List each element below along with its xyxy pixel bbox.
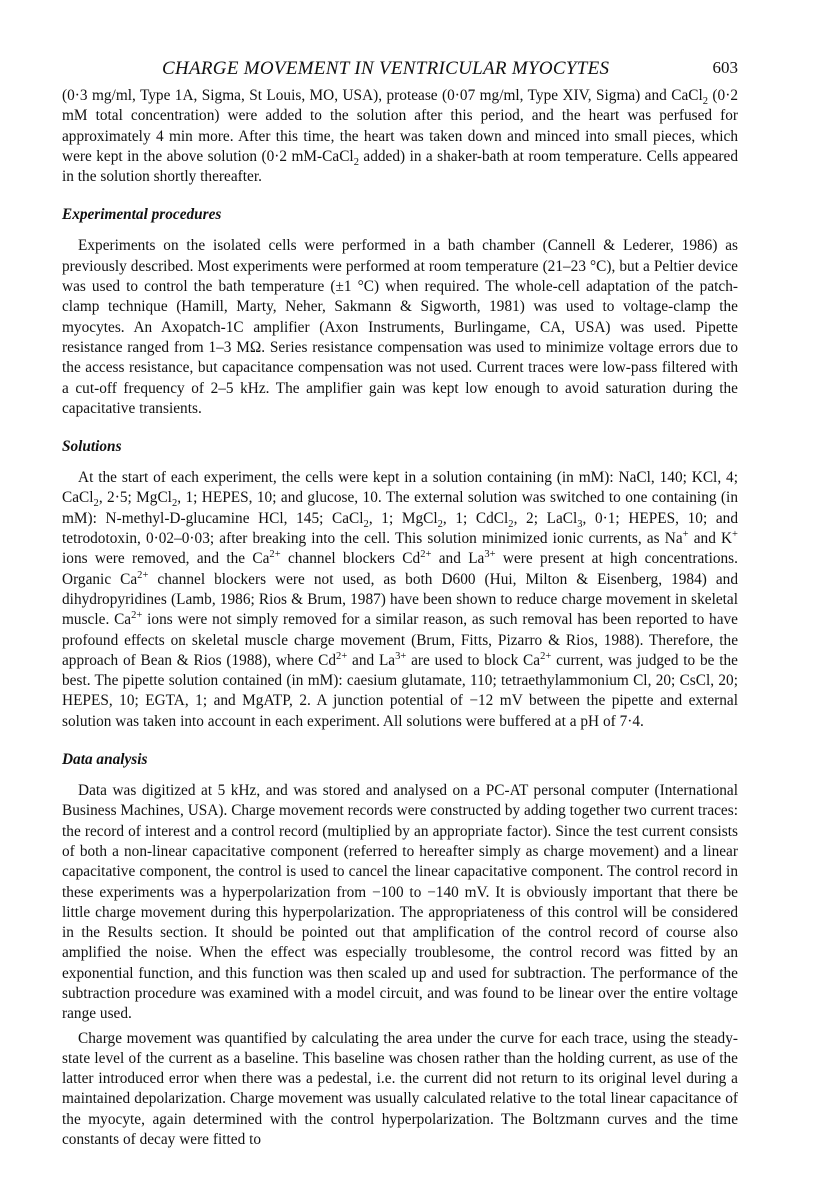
text-run: , 2; LaCl	[513, 509, 578, 527]
text-run: current, was judged to be the best. The pipette solution contained (in mM): caesium glutamate, 110; tetraethylammonium Cl, 20; CsCl, 20; HEPES, 10; EGTA, 1; and MgATP, 2. A junction potential of −12 mV between the pipette and external solution was taken into account in each experiment. All solutions were buffered at a pH of 7·4.	[62, 651, 738, 730]
subscript: 3	[577, 518, 583, 530]
superscript: 2+	[137, 569, 149, 581]
text-run: channel blockers were not used, as both D600 (Hui, Milton & Eisenberg, 1984) and dihydropyridines (Lamb, 1986; Rios & Brum, 1987) have been shown to reduce charge movement in skeletal muscle. Ca	[62, 570, 738, 629]
data-analysis-paragraph-2: Charge movement was quantified by calculating the area under the curve for each trace, using the steady-state level of the current as a baseline. This baseline was chosen rather than the holding current, as use of the latter introduced error when there was a pedestal, i.e. the current did not return to its original level during a maintained depolarization. Charge movement was usually calculated relative to the total linear capacitance of the myocyte, again determined with the control hyperpolarization. The Boltzmann curves and the time constants of decay were fitted to	[62, 1029, 738, 1149]
section-heading-solutions: Solutions	[62, 438, 122, 456]
subscript: 2	[171, 498, 178, 510]
text-run: ions were removed, and the Ca	[62, 550, 270, 568]
intro-paragraph	[62, 86, 738, 187]
intro-text-a: (0·3 mg/ml, Type 1A, Sigma, St Louis, MO, USA), protease (0·07 mg/ml, Type XIV, Sigma) and CaCl	[62, 87, 703, 104]
page-number: 603	[712, 58, 738, 77]
text-run: , 0·1; HEPES, 10; and tetrodotoxin, 0·02–0·03; after breaking into the cell. This solution minimized ionic currents, as Na	[62, 509, 738, 548]
text-run: ions were not simply removed for a similar reason, as such removal has been reported to have profound effects on skeletal muscle charge movement (Brum, Fitts, Pizarro & Rios, 1988). Therefore, the approach of Bean & Rios (1988), where Cd	[62, 611, 738, 669]
subscript: 2	[353, 156, 359, 168]
text-run: , 1; CdCl	[442, 509, 509, 527]
superscript: 2+	[336, 650, 348, 662]
intro-text-b: (0·2 mM total concentration) were added to the solution after this period, and the heart was perfused for approximately 4 min more. After this time, the heart was taken down and minced into small pieces, which were kept in the above solution (0·2 mM-CaCl	[62, 87, 738, 165]
intro-text-c: added) in a shaker-bath at room temperature. Cells appeared in the solution shortly thereafter.	[62, 147, 739, 186]
experimental-procedures-paragraph: Experiments on the isolated cells were performed in a bath chamber (Cannell & Lederer, 1986) as previously described. Most experiments were performed at room temperature (21–23 °C), but a Peltier device was used to control the bath temperature (±1 °C) when required. The whole-cell adaptation of the patch-clamp technique (Hamill, Marty, Neher, Sakmann & Sigworth, 1981) was used to voltage-clamp the myocytes. An Axopatch-1C amplifier (Axon Instruments, Burlingame, CA, USA) was used. Pipette resistance ranged from 1–3 MΩ. Series resistance compensation was used to minimize voltage errors due to the access resistance, but capacitance compensation was not used. Current traces were low-pass filtered with a cut-off frequency of 2–5 kHz. The amplifier gain was kept low enough to avoid saturation during the capacitative transients.	[62, 237, 738, 417]
section-heading-experimental-procedures: Experimental procedures	[62, 206, 222, 224]
superscript: 2+	[420, 549, 432, 561]
text-run: are used to block Ca	[406, 651, 541, 669]
text-run: , 1; HEPES, 10; and glucose, 10. The external solution was switched to one containing (in mM): N-methyl-D-glucamine HCl, 145; CaCl	[62, 489, 738, 527]
running-header	[62, 58, 738, 86]
superscript: +	[732, 528, 738, 540]
text-run: , 2·5; MgCl	[98, 489, 172, 507]
subscript: 2	[363, 518, 369, 530]
section-heading-data-analysis: Data analysis	[62, 751, 148, 769]
running-title: CHARGE MOVEMENT IN VENTRICULAR MYOCYTES	[162, 58, 610, 79]
superscript: 3+	[395, 650, 407, 662]
subscript: 2	[93, 498, 99, 510]
superscript: 2+	[269, 549, 281, 561]
subscript: 2	[437, 518, 443, 530]
subscript: 2	[702, 96, 709, 108]
journal-page	[62, 58, 738, 1150]
text-run: At the start of each experiment, the cells were kept in a solution containing (in mM): NaCl, 140; KCl, 4; CaCl	[62, 469, 738, 507]
text-run: , 1; MgCl	[368, 509, 438, 527]
text-run: and La	[431, 550, 485, 568]
text-run: channel blockers Cd	[280, 550, 421, 568]
superscript: 3+	[484, 549, 496, 561]
data-analysis-paragraph-1: Data was digitized at 5 kHz, and was stored and analysed on a PC-AT personal computer (International Business Machines, USA). Charge movement records were constructed by adding together two current traces: the record of interest and a control record (multiplied by an appropriate factor). Since the test current consists of both a non-linear capacitative component (referred to hereafter simply as charge movement) and a linear capacitative component, the control is used to cancel the linear capacitative component. The control record in these experiments was a hyperpolarization from −100 to −140 mV. It is obviously important that there be little charge movement during this hyperpolarization. The appropriateness of this control will be considered in the Results section. It should be pointed out that amplification of the control record of course also amplified the noise. When the effect was especially troublesome, the control record was fitted by an exponential function, and this function was then scaled up and used for subtraction. The performance of the subtraction procedure was examined with a model circuit, and was found to be linear over the entire voltage range used.	[62, 782, 738, 1023]
text-run: and K	[688, 530, 733, 548]
text-run: and La	[347, 651, 396, 669]
superscript: +	[682, 528, 689, 540]
superscript: 2+	[131, 610, 143, 622]
superscript: 2+	[540, 650, 552, 662]
text-run: were present at high concentrations. Organic Ca	[62, 550, 738, 588]
subscript: 2	[508, 518, 514, 530]
solutions-paragraph	[62, 468, 738, 732]
